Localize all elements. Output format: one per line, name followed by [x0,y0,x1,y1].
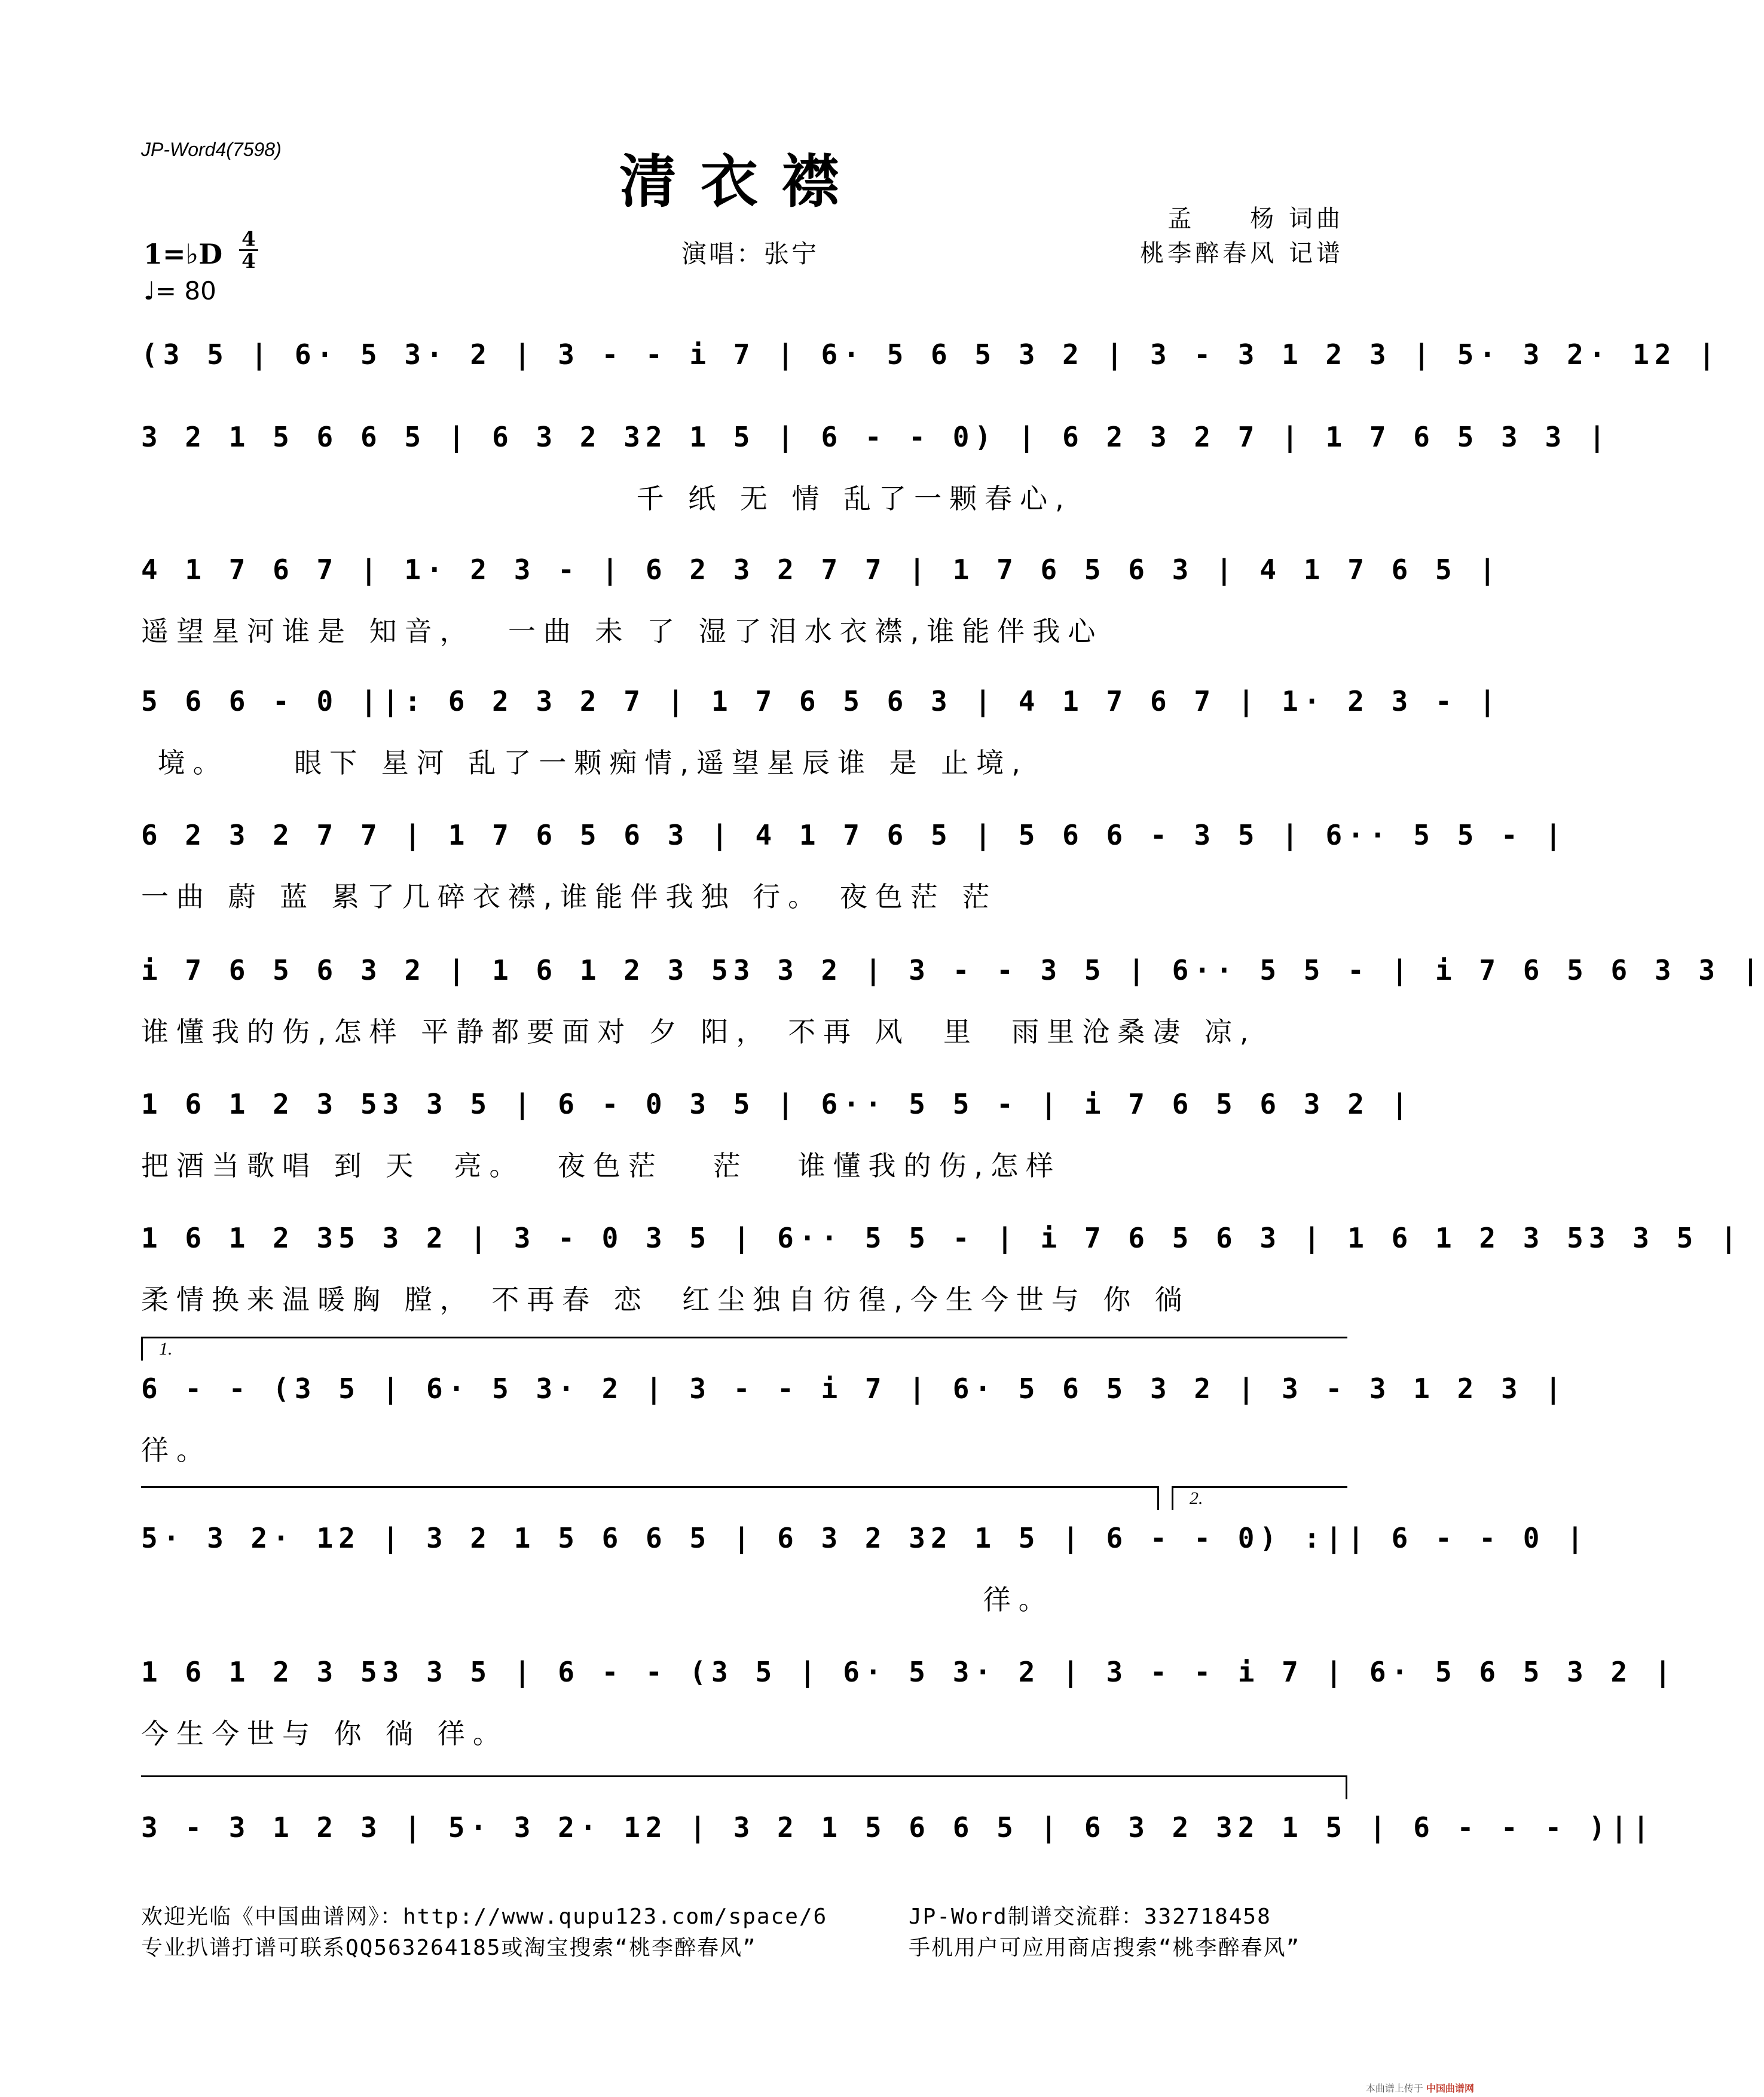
notes-line: 3 - 3 1 2 3 | 5· 3 2· 12 | 3 2 1 5 6 6 5 | 6 3 2 32 1 5 | 6 - - - )|| [141,1811,1655,1844]
time-signature-bottom: 4 [241,249,256,273]
second-ending-bracket-tick [1172,1486,1173,1510]
song-title: 清衣襟 [619,148,863,215]
tempo-marking: ♩= 80 [143,276,216,305]
lyrics-line: 徉。 [141,1434,212,1466]
footer-welcome: 欢迎光临《中国曲谱网》：http://www.qupu123.com/space/6 [141,1905,828,1929]
lyrics-line: 把酒当歌唱 到 天 亮。 夜色茫 茫 谁懂我的伤,怎样 [141,1150,1062,1182]
first-ending-bracket-continued [141,1486,1157,1488]
notes-line: 1 6 1 2 3 53 3 5 | 6 - - (3 5 | 6· 5 3· 2 | 3 - - i 7 | 6· 5 6 5 3 2 | [141,1656,1677,1688]
upload-stamp-text: 本曲谱上传于 [1365,2083,1423,2094]
first-ending-bracket-tick [141,1337,143,1361]
time-signature-top: 4 [241,227,256,251]
software-tag: JP-Word4(7598) [141,139,282,160]
second-ending-bracket [1172,1486,1347,1488]
transcriber-credit: 桃李醉春风 记谱 [1140,240,1344,267]
coda-bracket-tick [1346,1775,1347,1799]
first-ending-label: 1. [159,1339,173,1359]
footer-contact: 专业扒谱打谱可联系QQ563264185或淘宝搜索“桃李醉春风” [141,1936,757,1960]
notes-line: (3 5 | 6· 5 3· 2 | 3 - - i 7 | 6· 5 6 5 3 2 | 3 - 3 1 2 3 | 5· 3 2· 12 | [141,338,1720,371]
notes-line: 1 6 1 2 35 3 2 | 3 - 0 3 5 | 6·· 5 5 - | i 7 6 5 6 3 | 1 6 1 2 3 53 3 5 | [141,1222,1742,1254]
second-ending-label: 2. [1190,1488,1203,1508]
notes-line: 6 - - (3 5 | 6· 5 3· 2 | 3 - - i 7 | 6· 5 6 5 3 2 | 3 - 3 1 2 3 | [141,1372,1567,1405]
notes-line: 3 2 1 5 6 6 5 | 6 3 2 32 1 5 | 6 - - 0) | 6 2 3 2 7 | 1 7 6 5 3 3 | [141,421,1611,453]
lyrics-line: 一曲 蔚 蓝 累了几碎衣襟,谁能伴我独 行。 夜色茫 茫 [141,881,998,913]
notes-line: 5 6 6 - 0 ||: 6 2 3 2 7 | 1 7 6 5 6 3 | 4 1 7 6 7 | 1· 2 3 - | [141,685,1502,717]
footer-app: 手机用户可应用商店搜索“桃李醉春风” [909,1936,1301,1960]
notes-line: 1 6 1 2 3 53 3 5 | 6 - 0 3 5 | 6·· 5 5 - | i 7 6 5 6 3 2 | [141,1088,1414,1120]
notes-line: i 7 6 5 6 3 2 | 1 6 1 2 3 53 3 2 | 3 - - 3 5 | 6·· 5 5 - | i 7 6 5 6 3 3 | [141,954,1764,986]
footer-group: JP-Word制谱交流群：332718458 [909,1905,1271,1929]
first-ending-bracket [141,1337,1347,1338]
singer-credit: 演唱：张宁 [681,239,820,268]
lyrics-line: 柔情换来温暖胸 膛， 不再春 恋 红尘独自彷徨,今生今世与 你 徜 [141,1283,1190,1316]
lyrics-line: 谁懂我的伤,怎样 平静都要面对 夕 阳， 不再 风 里 雨里沧桑凄 凉, [141,1016,1256,1048]
notes-line: 4 1 7 6 7 | 1· 2 3 - | 6 2 3 2 7 7 | 1 7 6 5 6 3 | 4 1 7 6 5 | [141,554,1502,586]
lyrics-line: 徉。 [141,1584,1054,1616]
lyrics-line: 千 纸 无 情 乱了一颗春心, [141,482,1072,515]
lyrics-line: 境。 眼下 星河 乱了一颗痴情,遥望星辰谁 是 止境, [141,747,1028,779]
coda-bracket [141,1775,1347,1777]
first-ending-bracket-end [1157,1486,1159,1510]
notes-line: 6 2 3 2 7 7 | 1 7 6 5 6 3 | 4 1 7 6 5 | 5 6 6 - 3 5 | 6·· 5 5 - | [141,819,1567,851]
lyrics-line: 今生今世与 你 徜 徉。 [141,1717,508,1750]
composer-credit: 孟 杨 词曲 [1167,205,1344,233]
notes-line: 5· 3 2· 12 | 3 2 1 5 6 6 5 | 6 3 2 32 1 5 | 6 - - 0) :|| 6 - - 0 | [141,1522,1589,1554]
upload-stamp-brand: 中国曲谱网 [1426,2083,1474,2094]
key-signature: 1=♭D [143,238,223,270]
upload-stamp [1366,2081,1474,2095]
time-signature [237,227,261,273]
lyrics-line: 遥望星河谁是 知音， 一曲 未 了 湿了泪水衣襟,谁能伴我心 [141,615,1103,647]
